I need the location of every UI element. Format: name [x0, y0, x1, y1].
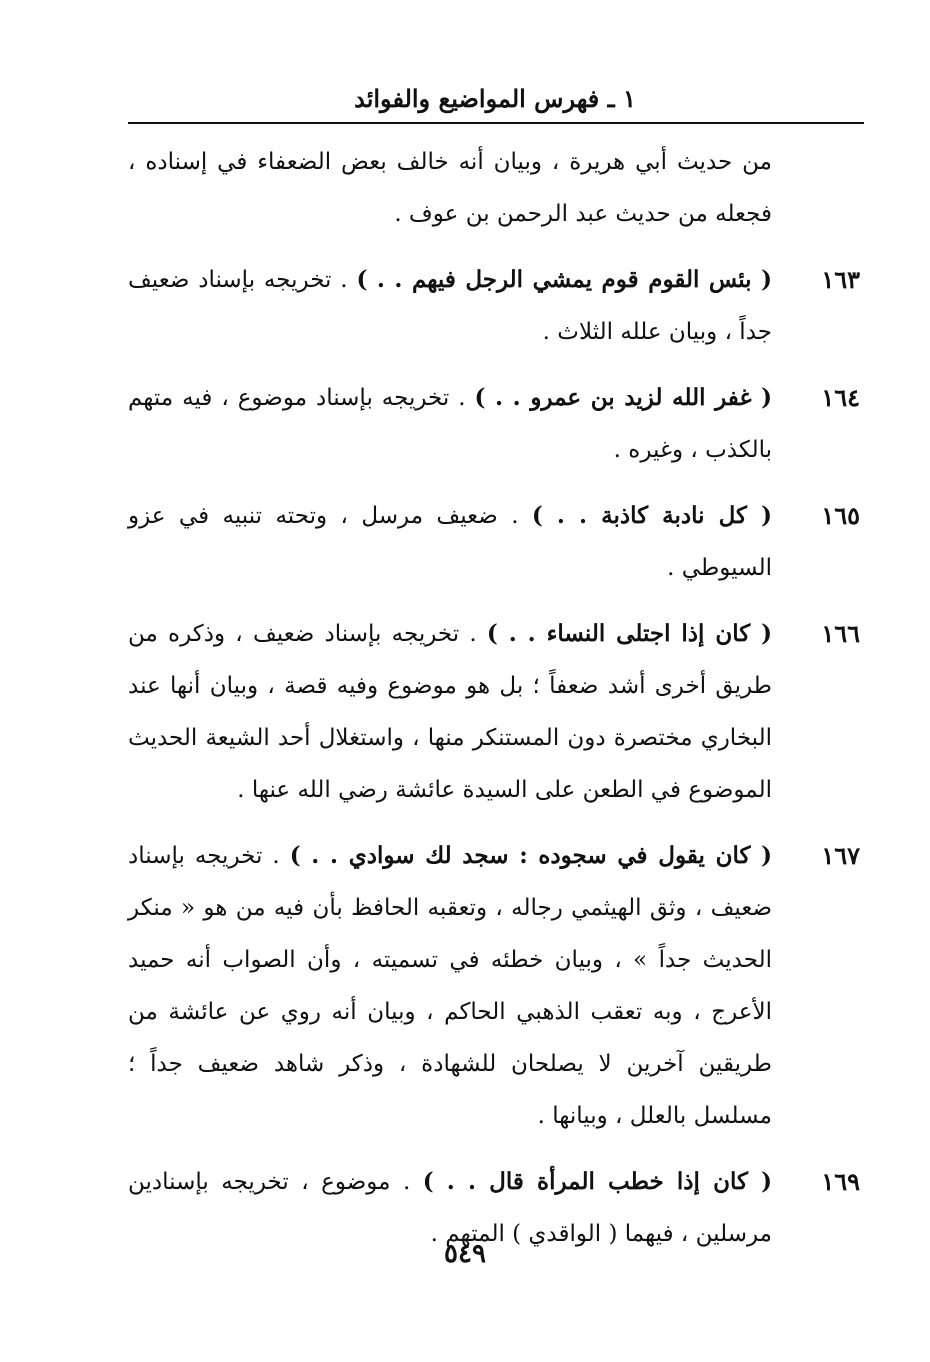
index-entry-continuation: [128, 136, 862, 240]
entry-number: ١٦٩: [821, 1167, 860, 1196]
entry-hadith-quote: ( كان إذا اجتلى النساء . . ): [486, 620, 773, 647]
entry-hadith-quote: ( كل نادبة كاذبة . . ): [531, 502, 772, 529]
entry-description: . تخريجه بإسناد ضعيف جداً ، وبيان علله الثلاث .: [128, 267, 772, 345]
entry-text: [128, 254, 772, 358]
entry-hadith-quote: ( كان إذا خطب المرأة قال . . ): [422, 1168, 772, 1195]
index-entry-163: [128, 254, 862, 358]
entry-hadith-quote: ( بئس القوم قوم يمشي الرجل فيهم . . ): [356, 266, 772, 293]
entry-description: . ضعيف مرسل ، وتحته تنبيه في عزو السيوطي .: [128, 503, 772, 581]
entry-description: . تخريجه بإسناد ضعيف ، وذكره من طريق أخرى أشد ضعفاً ؛ بل هو موضوع وفيه قصة ، وبيان أنها عند البخاري مختصرة دون المستنكر منها ، واستغلال أحد الشيعة الحديث الموضوع في الطعن على السيدة عائشة رضي الله عنها .: [128, 621, 772, 803]
entry-text: [128, 830, 772, 1142]
entry-hadith-quote: ( غفر الله لزيد بن عمرو . . ): [474, 384, 772, 411]
entry-number: ١٦٦: [821, 619, 860, 648]
entry-hadith-quote: ( كان يقول في سجوده : سجد لك سوادي . . ): [289, 842, 772, 869]
entry-text: [128, 490, 772, 594]
header-rule: [128, 122, 864, 124]
index-entry-164: [128, 372, 862, 476]
page-number: ٥٤٩: [444, 1239, 486, 1269]
index-entry-167: [128, 830, 862, 1142]
index-body: [128, 136, 862, 1274]
entry-description: . موضوع ، تخريجه بإسنادين مرسلين ، فيهما ( الواقدي ) المتهم .: [128, 1169, 772, 1247]
entry-number: ١٦٣: [821, 265, 860, 294]
index-entry-165: [128, 490, 862, 594]
entry-number: ١٦٥: [821, 501, 860, 530]
index-entry-166: [128, 608, 862, 816]
entry-number: ١٦٧: [821, 841, 860, 870]
entry-description: . تخريجه بإسناد ضعيف ، وثق الهيثمي رجاله ، وتعقبه الحافظ بأن فيه من هو « منكر الحديث جداً » ، وبيان خطئه في تسميته ، وأن الصواب أنه حميد الأعرج ، وبه تعقب الذهبي الحاكم ، وبيان أنه روي عن عائشة من طريقين آخرين لا يصلحان للشهادة ، وذكر شاهد ضعيف جداً ؛ مسلسل بالعلل ، وبيانها .: [128, 843, 772, 1129]
entry-number: ١٦٤: [821, 383, 860, 412]
entry-description: . تخريجه بإسناد موضوع ، فيه متهم بالكذب ، وغيره .: [128, 385, 772, 463]
entry-description: من حديث أبي هريرة ، وبيان أنه خالف بعض الضعفاء في إسناده ، فجعله من حديث عبد الرحمن بن عوف .: [128, 149, 772, 227]
entry-text: [128, 372, 772, 476]
entry-text: [128, 608, 772, 816]
entry-text: [128, 136, 772, 240]
running-head-title: ١ ـ فهرس المواضيع والفوائد: [354, 84, 636, 113]
